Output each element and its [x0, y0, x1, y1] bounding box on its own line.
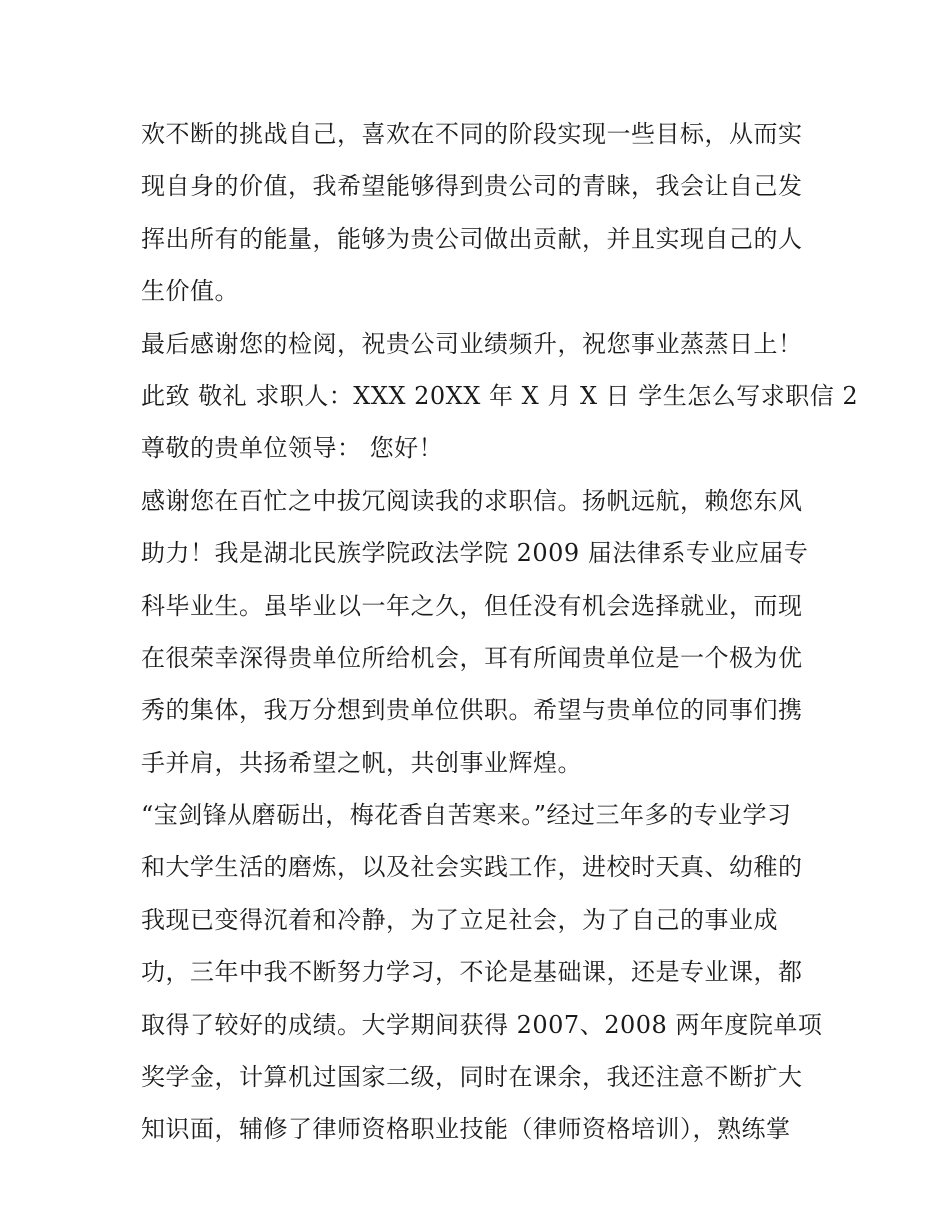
- text-line: 感谢您在百忙之中拔冗阅读我的求职信。扬帆远航，赖您东风: [141, 486, 803, 515]
- text-line: 功，三年中我不断努力学习，不论是基础课，还是专业课，都: [141, 958, 803, 987]
- text-line: 挥出所有的能量，能够为贵公司做出贡献，并且实现自己的人: [141, 224, 803, 253]
- text-line: 知识面，辅修了律师资格职业技能（律师资格培训），熟练掌: [141, 1115, 791, 1144]
- text-line: 生价值。: [141, 277, 239, 306]
- text-line: 秀的集体，我万分想到贵单位供职。希望与贵单位的同事们携: [141, 696, 803, 725]
- text-line: 我现已变得沉着和冷静，为了立足社会，为了自己的事业成: [141, 905, 778, 934]
- text-line: 手并肩，共扬希望之帆，共创事业辉煌。: [141, 748, 582, 777]
- letter-body: [141, 108, 859, 1156]
- text-line: 在很荣幸深得贵单位所给机会，耳有所闻贵单位是一个极为优: [141, 643, 803, 672]
- text-line: 取得了较好的成绩。大学期间获得 2007、2008 两年度院单项: [141, 1010, 823, 1039]
- text-line: 和大学生活的磨炼，以及社会实践工作，进校时天真、幼稚的: [141, 853, 803, 882]
- text-line: 助力！我是湖北民族学院政法学院 2009 届法律系专业应届专: [141, 539, 809, 568]
- text-line: 尊敬的贵单位领导： 您好！: [141, 434, 444, 463]
- text-line: 现自身的价值，我希望能够得到贵公司的青睐，我会让自己发: [141, 172, 803, 201]
- text-line: “宝剑锋从磨砺出，梅花香自苦寒来。”经过三年多的专业学习: [141, 801, 792, 830]
- text-line: 科毕业生。虽毕业以一年之久，但任没有机会选择就业，而现: [141, 591, 803, 620]
- text-line: 欢不断的挑战自己，喜欢在不同的阶段实现一些目标，从而实: [141, 120, 803, 148]
- text-line: 最后感谢您的检阅，祝贵公司业绩频升，祝您事业蒸蒸日上！: [141, 329, 803, 358]
- text-line: 此致 敬礼 求职人：XXX 20XX 年 X 月 X 日 学生怎么写求职信 2: [141, 381, 859, 410]
- text-line: 奖学金，计算机过国家二级，同时在课余，我还注意不断扩大: [141, 1063, 803, 1092]
